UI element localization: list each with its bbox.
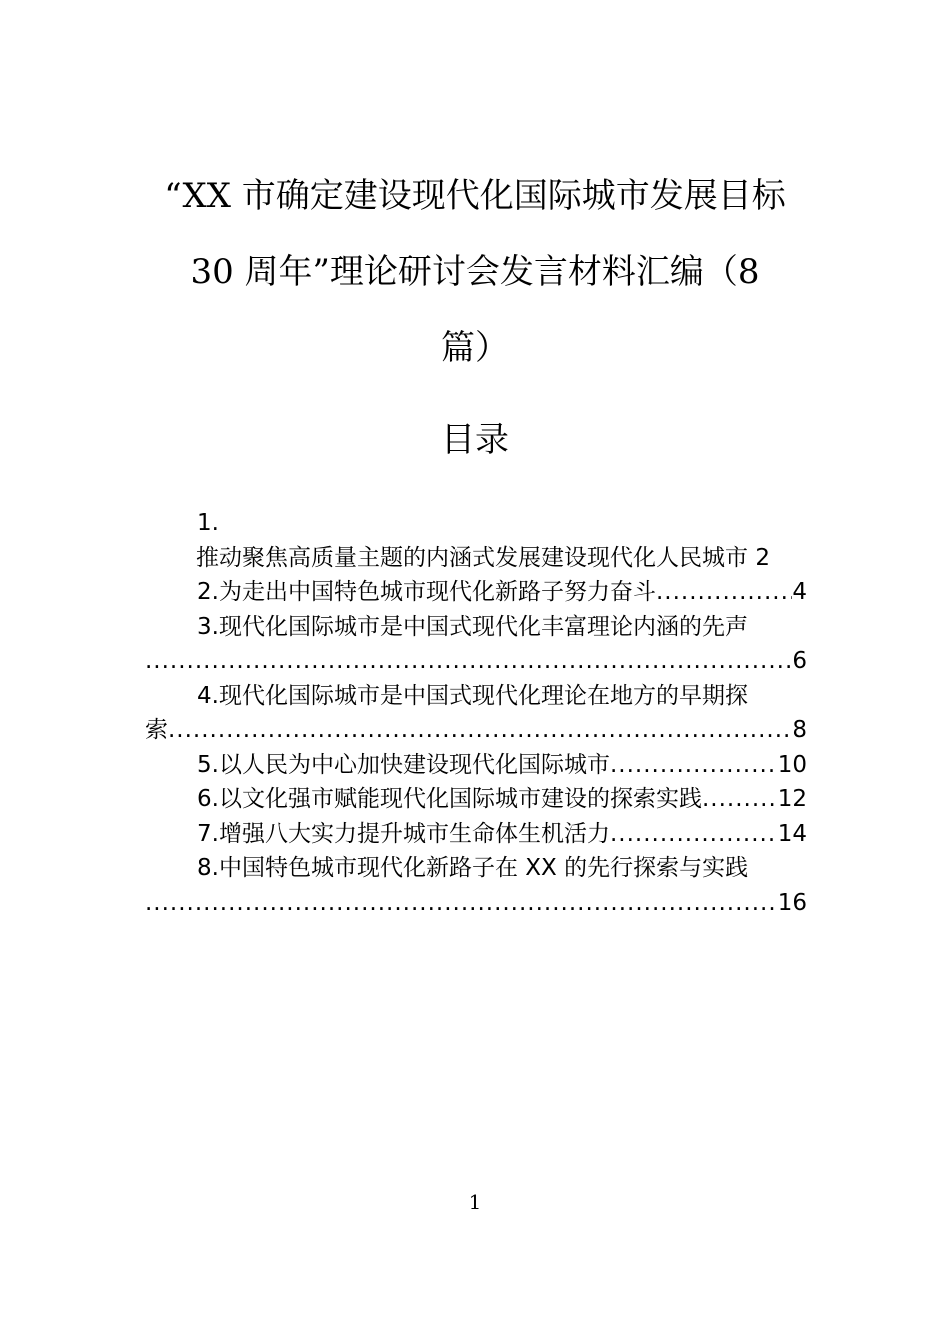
toc-entry-label: 8.中国特色城市现代化新路子在 XX 的先行探索与实践 xyxy=(197,855,749,881)
toc-entry-label: 索 xyxy=(145,717,168,743)
toc-entry-1-number[interactable] xyxy=(145,506,807,541)
toc-heading: 目录 xyxy=(441,420,509,460)
toc-entry-3-continued[interactable] xyxy=(145,644,807,679)
toc-entry-5[interactable] xyxy=(145,748,807,783)
title-line-1: “XX 市确定建设现代化国际城市发展目标 xyxy=(164,176,786,216)
toc-entry-label: 2.为走出中国特色城市现代化新路子努力奋斗 xyxy=(197,579,656,605)
toc-leader-dots xyxy=(610,817,778,852)
toc-entry-8-continued[interactable] xyxy=(145,886,807,921)
toc-entry-1-text[interactable] xyxy=(145,541,807,576)
toc-entry-page: 16 xyxy=(777,889,807,916)
toc-entry-page: 8 xyxy=(792,717,807,743)
toc-entry-label: 4.现代化国际城市是中国式现代化理论在地方的早期探 xyxy=(197,682,748,709)
toc-entry-8[interactable] xyxy=(145,851,807,886)
document-title xyxy=(145,158,805,386)
toc-leader-dots xyxy=(702,782,778,817)
toc-leader-dots xyxy=(168,713,792,748)
toc-entry-label: 3.现代化国际城市是中国式现代化丰富理论内涵的先声 xyxy=(197,613,748,640)
toc-entry-2[interactable] xyxy=(145,575,807,610)
toc-entry-page: 12 xyxy=(777,786,807,812)
toc-entry-3[interactable] xyxy=(145,610,807,645)
toc-entry-label: 5.以人民为中心加快建设现代化国际城市 xyxy=(197,751,610,778)
page-number: 1 xyxy=(468,1190,482,1214)
toc-entry-label: 推动聚焦高质量主题的内涵式发展建设现代化人民城市 2 xyxy=(196,544,770,571)
toc-entry-4-continued[interactable] xyxy=(145,713,807,748)
toc-leader-dots xyxy=(610,748,778,783)
toc-entry-page: 10 xyxy=(777,751,807,778)
toc-entry-page: 6 xyxy=(792,648,807,674)
toc-leader-dots xyxy=(145,886,778,921)
toc-entry-6[interactable] xyxy=(145,782,807,817)
toc-entry-label: 6.以文化强市赋能现代化国际城市建设的探索实践 xyxy=(197,786,702,812)
table-of-contents xyxy=(145,506,807,920)
toc-entry-7[interactable] xyxy=(145,817,807,852)
toc-entry-page: 14 xyxy=(777,820,807,847)
toc-entry-label: 7.增强八大实力提升城市生命体生机活力 xyxy=(197,820,610,847)
toc-entry-label: 1. xyxy=(197,510,219,536)
toc-leader-dots xyxy=(656,575,792,610)
toc-entry-page: 4 xyxy=(792,579,807,605)
title-line-3: 篇） xyxy=(441,328,509,368)
toc-leader-dots xyxy=(145,644,792,679)
toc-entry-4[interactable] xyxy=(145,679,807,714)
title-line-2: 30 周年”理论研讨会发言材料汇编（8 xyxy=(190,252,760,292)
